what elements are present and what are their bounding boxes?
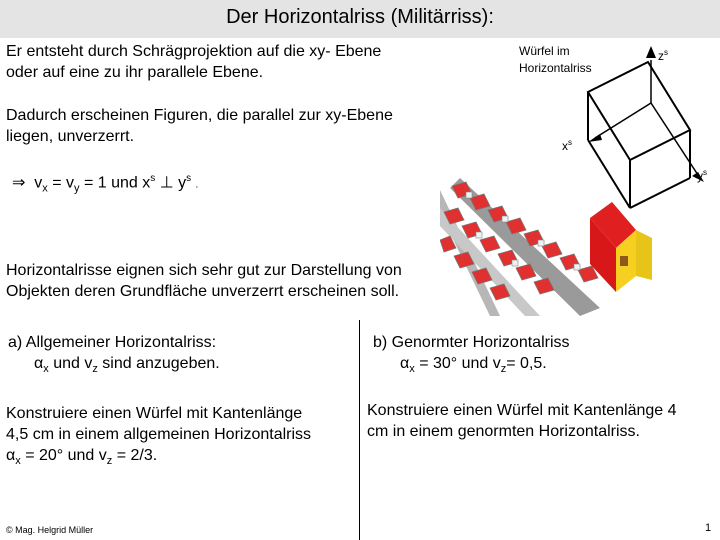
task-a-line-2: 4,5 cm in einem allgemeinen Horizontalriss	[6, 426, 312, 443]
task-b-line-2: cm in einem genormten Horizontalriss.	[367, 423, 640, 440]
xs-axis-label: $x^s$	[562, 138, 572, 153]
city-illustration	[440, 168, 690, 316]
intro-line-4: liegen, unverzerrt.	[6, 128, 135, 145]
column-divider	[359, 320, 360, 540]
page-title: Der Horizontalriss (Militärriss):	[226, 6, 494, 28]
x-axis-arrowhead	[588, 134, 602, 142]
cube-caption-line-1: Würfel im	[519, 44, 570, 58]
implies-symbol: ⇒	[12, 174, 26, 192]
task-a-line-1: Konstruiere einen Würfel mit Kantenlänge	[6, 405, 303, 422]
projection-formula: ⇒ $v_x = v_y = 1$ und $x^s$ ⊥ $y^s$ .	[12, 173, 199, 195]
option-a-detail: $\alpha_x$ und $v_z$ sind anzugeben.	[34, 355, 220, 376]
suitability-line-1: Horizontalrisse eignen sich sehr gut zur Darstellung von	[6, 262, 402, 279]
ys-axis-label: $y^s$	[697, 168, 707, 183]
task-b-line-1: Konstruiere einen Würfel mit Kantenlänge 4	[367, 402, 677, 419]
intro-line-3: Dadurch erscheinen Figuren, die parallel zur xy-Ebene	[6, 107, 393, 124]
suitability-line-2: Objekten deren Grundfläche unverzerrt erscheinen soll.	[6, 283, 400, 300]
intro-line-2: oder auf eine zu ihr parallele Ebene.	[6, 64, 264, 81]
task-a-line-3: $\alpha_x = 20^\circ$ und $v_z = 2/3$.	[6, 447, 158, 468]
intro-line-1: Er entsteht durch Schrägprojektion auf die xy- Ebene	[6, 43, 382, 60]
cube-caption-line-2: Horizontalriss	[519, 61, 592, 75]
page-number: 1	[705, 522, 712, 534]
z-axis-arrowhead	[646, 46, 656, 58]
zs-axis-label: $z^s$	[658, 48, 668, 63]
option-b-label: b) Genormter Horizontalriss	[373, 334, 570, 351]
option-b-detail: $\alpha_x = 30^\circ$ und $v_z= 0,5$.	[400, 355, 547, 376]
footer-credit: © Mag. Helgrid Müller	[6, 525, 94, 535]
option-a-label: a) Allgemeiner Horizontalriss:	[8, 334, 217, 351]
